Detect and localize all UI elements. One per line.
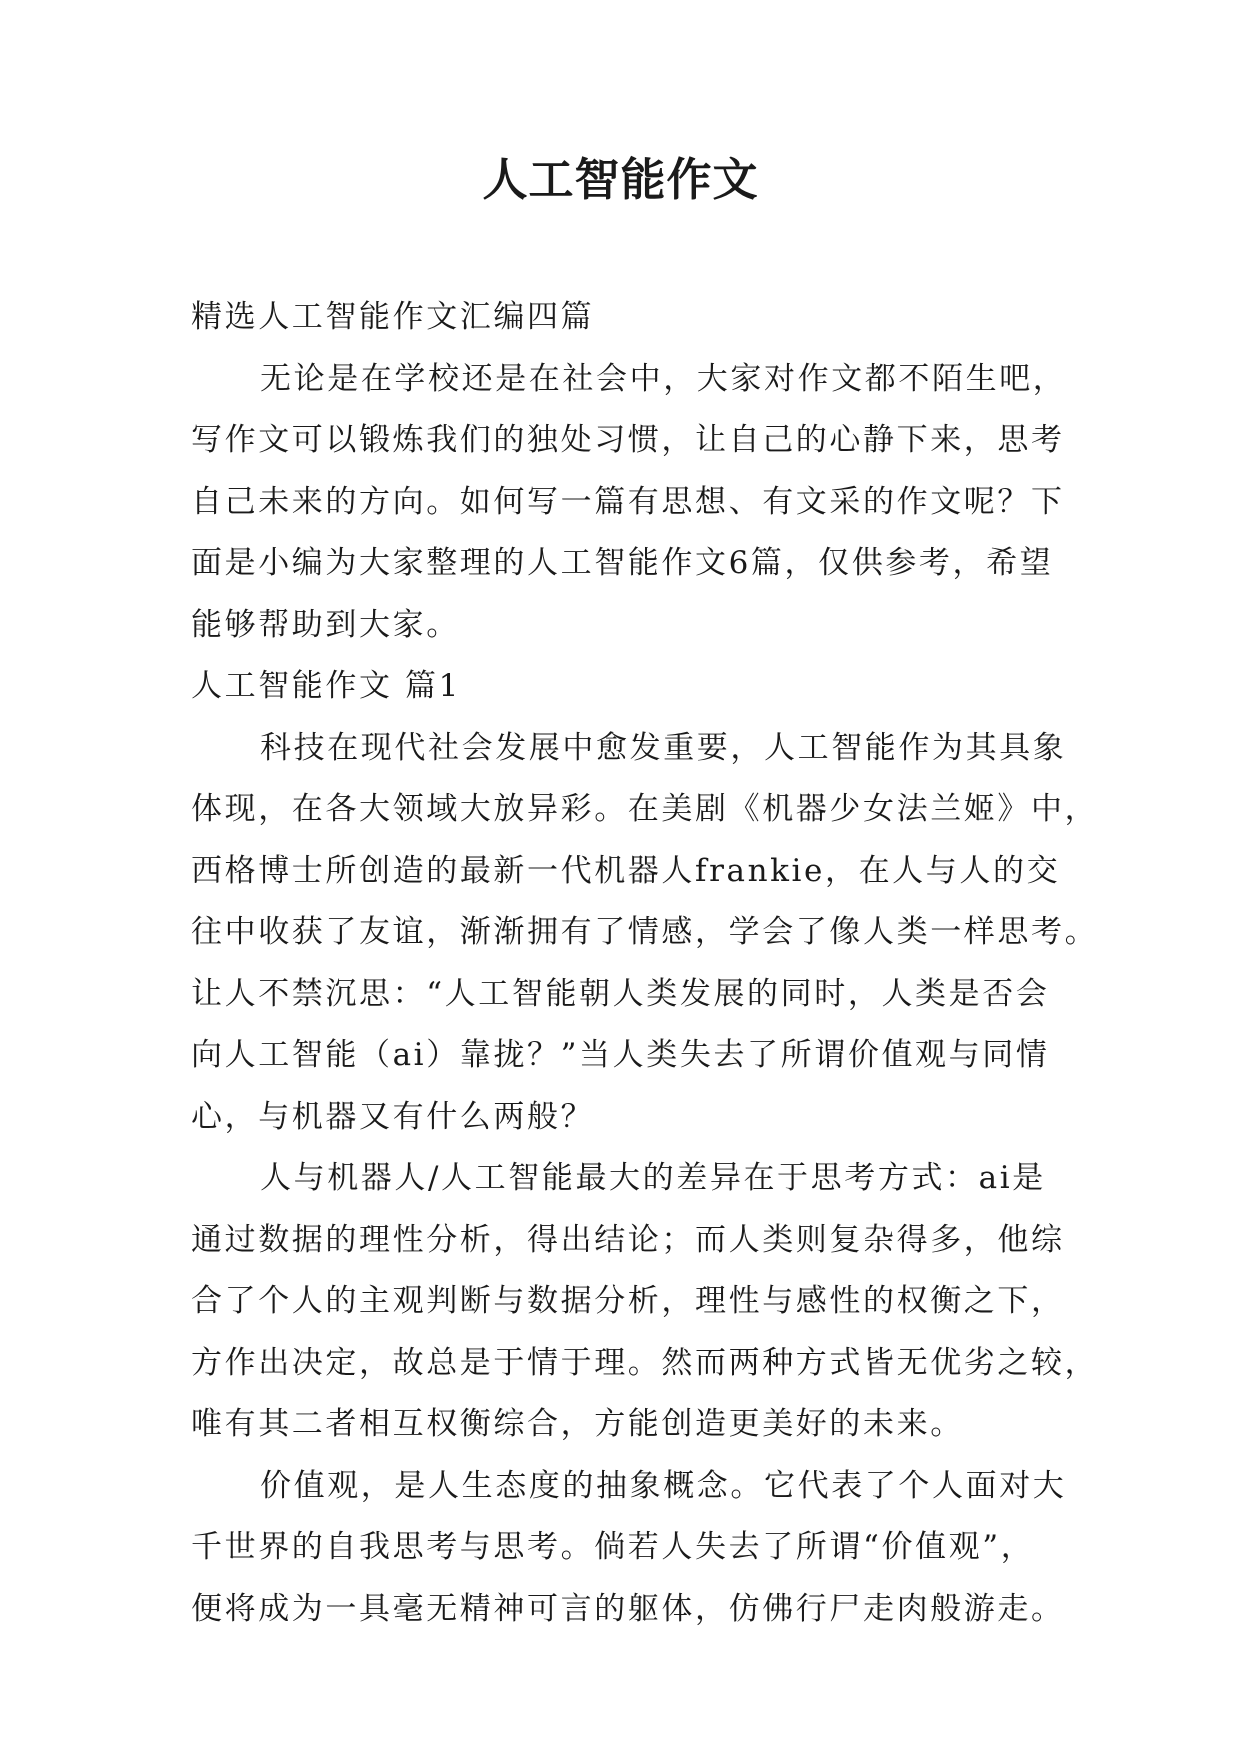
paragraph-line: 无论是在学校还是在社会中，大家对作文都不陌生吧，: [260, 360, 1067, 397]
paragraph-line: 往中收获了友谊，渐渐拥有了情感，学会了像人类一样思考。: [191, 914, 1099, 950]
paragraph-line: 合了个人的主观判断与数据分析，理性与感性的权衡之下，: [191, 1283, 1065, 1319]
paragraph-line: 唯有其二者相互权衡综合，方能创造更美好的未来。: [191, 1406, 964, 1442]
paragraph-line: 心，与机器又有什么两般？: [191, 1098, 595, 1135]
paragraph-line: 面是小编为大家整理的人工智能作文6篇，仅供参考，希望: [191, 545, 1054, 581]
paragraph-line: 自己未来的方向。如何写一篇有思想、有文采的作文呢？下: [191, 483, 1065, 520]
paragraph-line: 价值观，是人生态度的抽象概念。它代表了个人面对大: [260, 1467, 1067, 1504]
paragraph-line: 写作文可以锻炼我们的独处习惯，让自己的心静下来，思考: [191, 422, 1065, 458]
paragraph-line: 人与机器人/人工智能最大的差异在于思考方式：ai是: [260, 1160, 1046, 1196]
paragraph-line: 千世界的自我思考与思考。倘若人失去了所谓“价值观”，: [191, 1529, 1035, 1565]
section-heading-line: 人工智能作文 篇1: [191, 668, 461, 704]
paragraph-line: 向人工智能（ai）靠拢？”当人类失去了所谓价值观与同情: [191, 1037, 1050, 1073]
paragraph-line: 科技在现代社会发展中愈发重要，人工智能作为其具象: [260, 729, 1067, 766]
paragraph-line: 便将成为一具毫无精神可言的躯体，仿佛行尸走肉般游走。: [191, 1590, 1065, 1627]
subtitle-line: 精选人工智能作文汇编四篇: [191, 299, 595, 335]
paragraph-line: 西格博士所创造的最新一代机器人frankie，在人与人的交: [191, 852, 1061, 889]
document-title: 人工智能作文: [482, 153, 759, 206]
paragraph-line: 能够帮助到大家。: [191, 606, 460, 643]
document-body: [191, 287, 1099, 1640]
paragraph-line: 方作出决定，故总是于情于理。然而两种方式皆无优劣之较，: [191, 1344, 1099, 1381]
paragraph-line: 体现，在各大领域大放异彩。在美剧《机器少女法兰姬》中，: [191, 791, 1099, 827]
paragraph-line: 让人不禁沉思：“人工智能朝人类发展的同时，人类是否会: [191, 975, 1050, 1012]
paragraph-line: 通过数据的理性分析，得出结论；而人类则复杂得多，他综: [191, 1221, 1065, 1258]
